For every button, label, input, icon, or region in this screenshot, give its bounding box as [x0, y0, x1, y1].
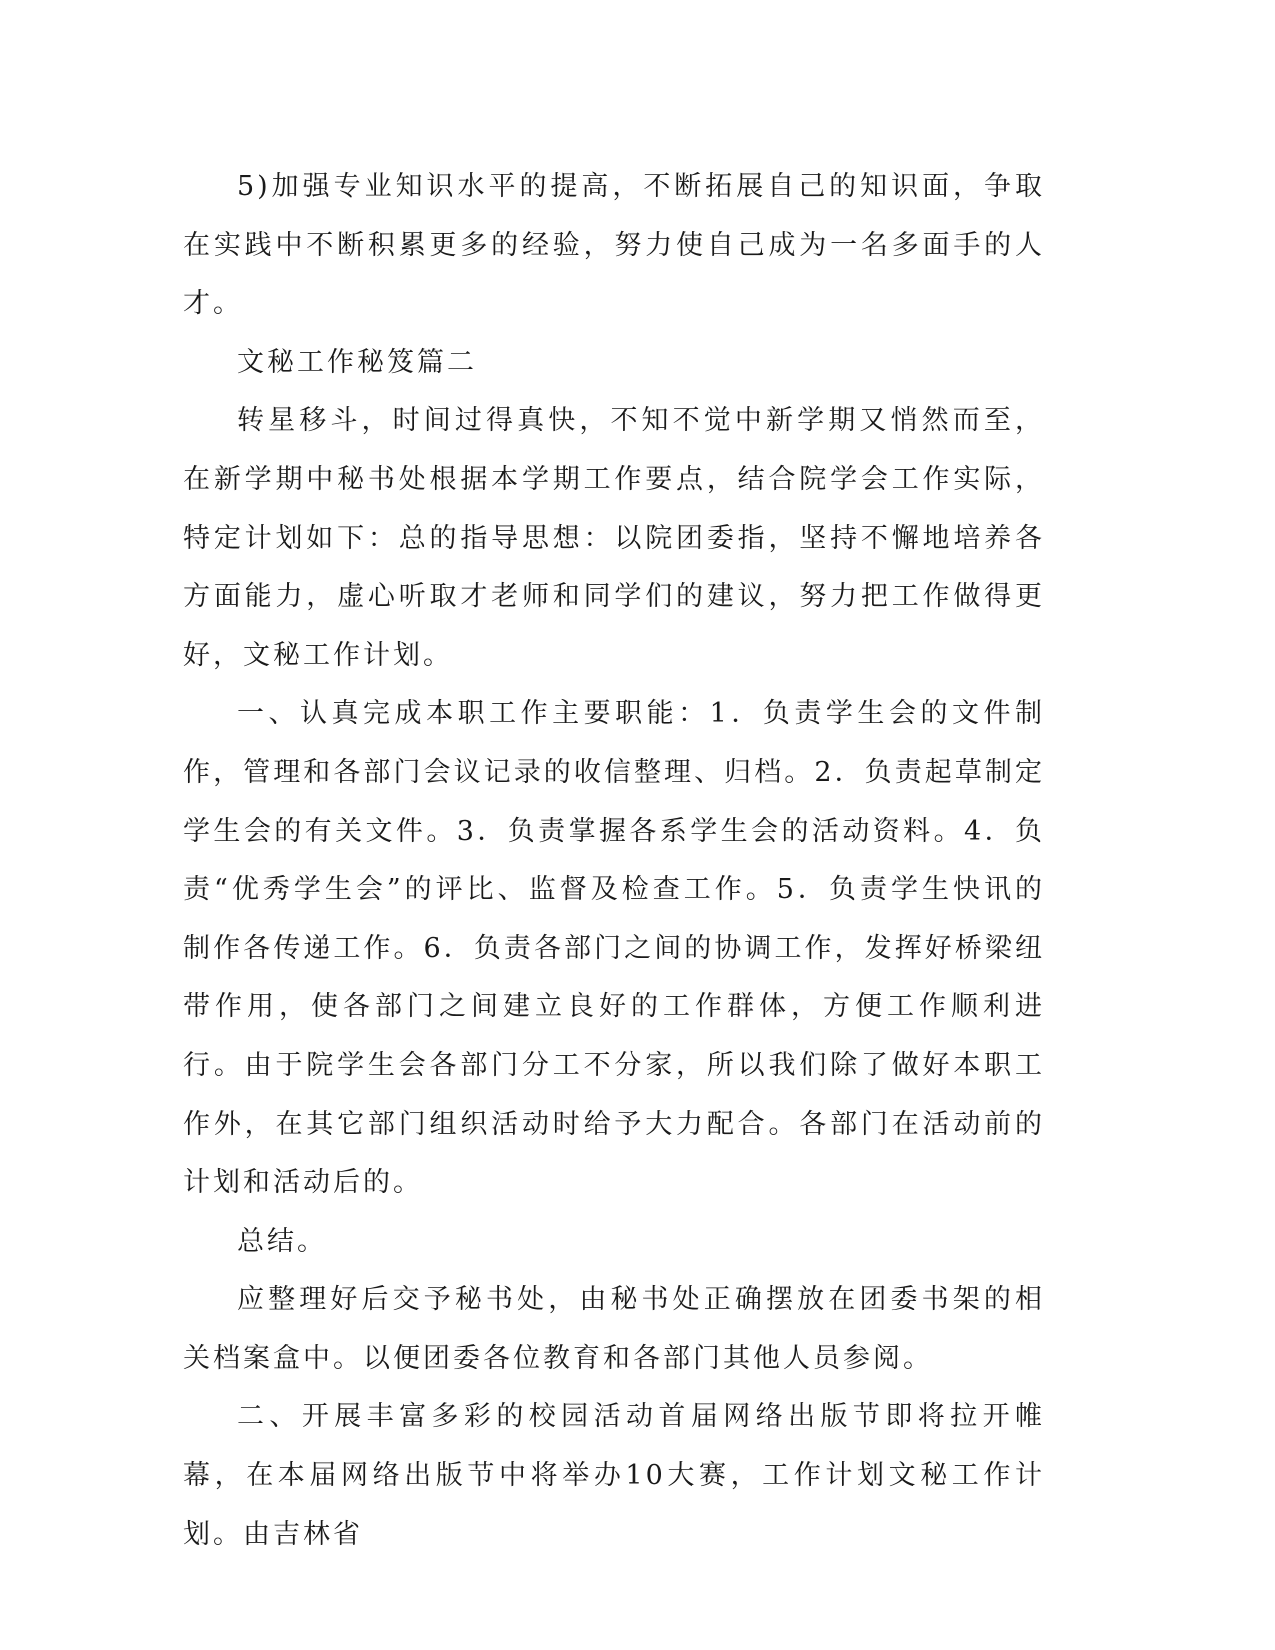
paragraph-4: 总结。 [237, 1225, 327, 1257]
document-body [183, 158, 1045, 1564]
paragraph-5: 应整理好后交予秘书处，由秘书处正确摆放在团委书架的相关档案盒中。以便团委各位教育和各部门其他人员参阅。 [183, 1284, 1045, 1374]
paragraph-1: 5)加强专业知识水平的提高，不断拓展自己的知识面，争取在实践中不断积累更多的经验，努力使自己成为一名多面手的人才。 [183, 171, 1045, 320]
section-heading: 文秘工作秘笈篇二 [237, 346, 477, 378]
paragraph-6: 二、开展丰富多彩的校园活动首届网络出版节即将拉开帷幕，在本届网络出版节中将举办10大赛，工作计划文秘工作计划。由吉林省 [183, 1401, 1045, 1550]
paragraph-2: 转星移斗，时间过得真快，不知不觉中新学期又悄然而至，在新学期中秘书处根据本学期工作要点，结合院学会工作实际，特定计划如下：总的指导思想：以院团委指，坚持不懈地培养各方面能力，虚心听取才老师和同学们的建议，努力把工作做得更好，文秘工作计划。 [183, 405, 1045, 671]
paragraph-3: 一、认真完成本职工作主要职能：1．负责学生会的文件制作，管理和各部门会议记录的收信整理、归档。2．负责起草制定学生会的有关文件。3．负责掌握各系学生会的活动资料。4．负责“优秀学生会”的评比、监督及检查工作。5．负责学生快讯的制作各传递工作。6．负责各部门之间的协调工作，发挥好桥梁纽带作用，使各部门之间建立良好的工作群体，方便工作顺利进行。由于院学生会各部门分工不分家，所以我们除了做好本职工作外，在其它部门组织活动时给予大力配合。各部门在活动前的计划和活动后的。 [183, 698, 1045, 1199]
